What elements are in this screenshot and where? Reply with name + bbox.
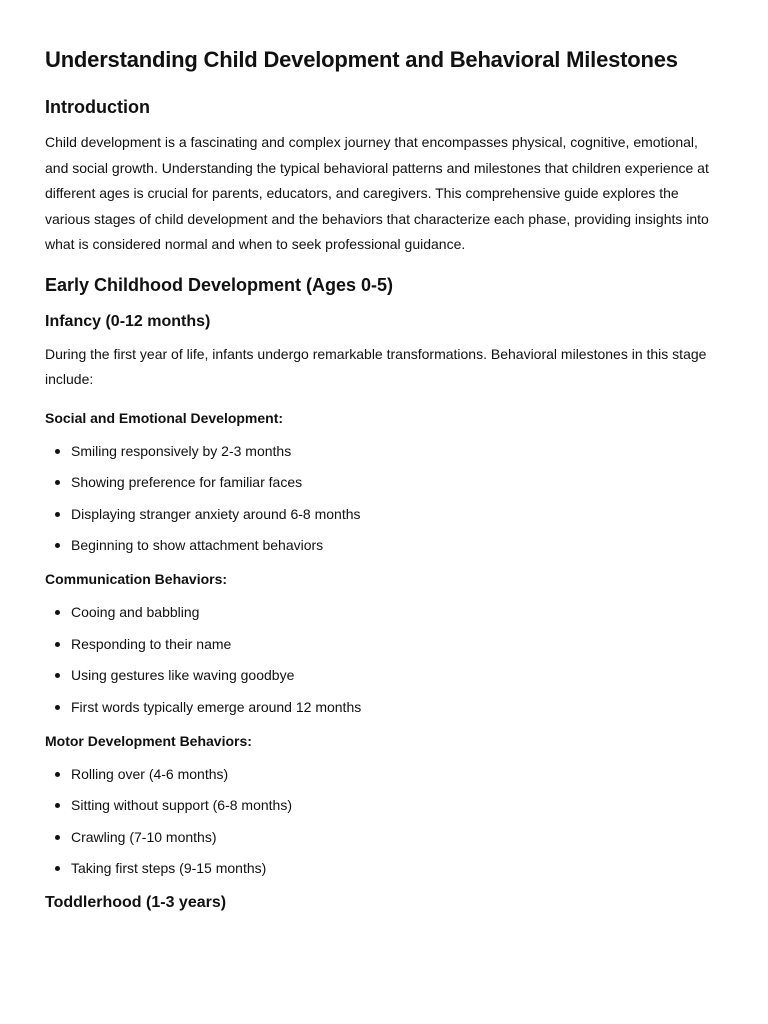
- communication-list: [45, 602, 723, 717]
- list-item: Showing preference for familiar faces: [71, 472, 723, 492]
- list-item: Cooing and babbling: [71, 602, 723, 622]
- motor-development-label: Motor Development Behaviors:: [45, 732, 252, 749]
- list-item: First words typically emerge around 12 months: [71, 697, 723, 717]
- section-heading-introduction: Introduction: [45, 97, 150, 117]
- subsection-heading-infancy: Infancy (0-12 months): [45, 312, 211, 330]
- social-emotional-list: [45, 441, 723, 556]
- section-heading-early-childhood: Early Childhood Development (Ages 0-5): [45, 274, 394, 295]
- list-item: Beginning to show attachment behaviors: [71, 535, 723, 555]
- list-item: Crawling (7-10 months): [71, 827, 723, 847]
- infancy-paragraph: During the first year of life, infants undergo remarkable transformations. Behavioral milestones in this stage include:: [45, 345, 707, 387]
- list-item: Sitting without support (6-8 months): [71, 795, 723, 815]
- list-item: Rolling over (4-6 months): [71, 764, 723, 784]
- document-title: Understanding Child Development and Behavioral Milestones: [45, 47, 678, 72]
- social-emotional-label: Social and Emotional Development:: [45, 409, 284, 426]
- list-item: Smiling responsively by 2-3 months: [71, 441, 723, 461]
- introduction-paragraph: Child development is a fascinating and complex journey that encompasses physical, cognitive, emotional, and social growth. Understanding the typical behavioral patterns and milestones that children experience at different ages is crucial for parents, educators, and caregivers. This comprehensive guide explores the various stages of child development and the behaviors that characterize each phase, providing insights into what is considered normal and when to seek professional guidance.: [45, 134, 709, 252]
- list-item: Displaying stranger anxiety around 6-8 months: [71, 504, 723, 524]
- communication-label: Communication Behaviors:: [45, 571, 228, 587]
- list-item: Taking first steps (9-15 months): [71, 858, 723, 878]
- subsection-heading-toddlerhood: Toddlerhood (1-3 years): [45, 894, 227, 911]
- list-item: Responding to their name: [71, 634, 723, 654]
- list-item: Using gestures like waving goodbye: [71, 665, 723, 685]
- motor-development-list: [45, 764, 723, 879]
